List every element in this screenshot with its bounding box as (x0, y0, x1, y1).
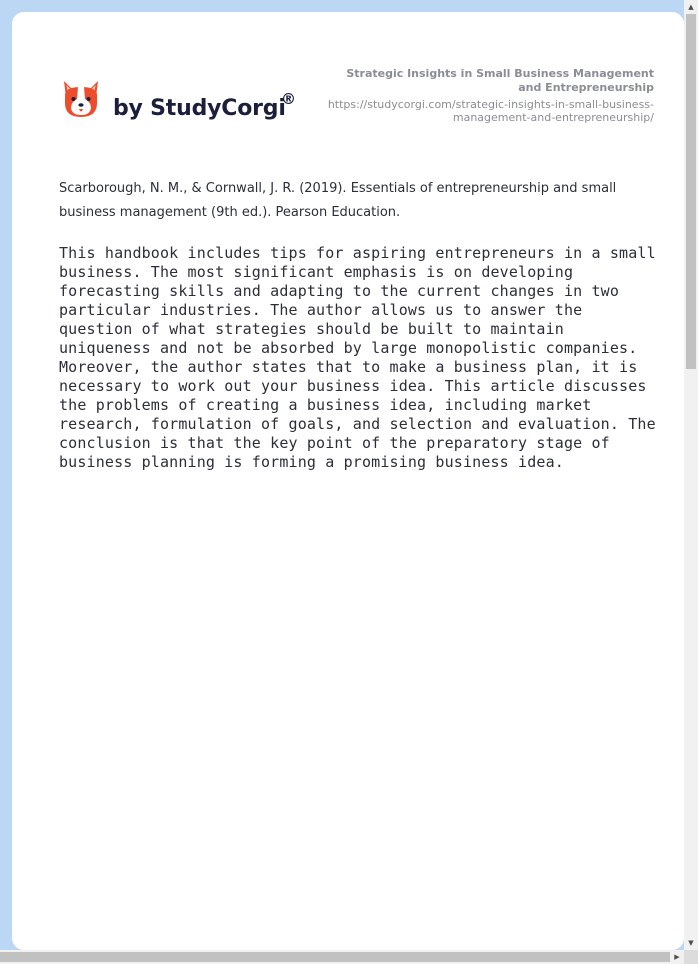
scroll-down-icon[interactable]: ▼ (688, 939, 694, 947)
annotation-summary: This handbook includes tips for aspiring entrepreneurs in a small business. The most significant emphasis is on developing forecasting skills and adapting to the current changes in two particular industries. The author allows us to answer the question of what strategies should be built to maintain uniqueness and not be absorbed by large monopolistic companies. Moreover, the author states that to make a business plan, it is necessary to work out your business idea. This article discusses the problems of creating a business idea, including market research, formulation of goals, and selection and evaluation. The conclusion is that the key point of the preparatory stage of business planning is forming a promising business idea. (59, 244, 656, 471)
corgi-logo-icon (60, 77, 102, 119)
reference-citation: Scarborough, N. M., & Cornwall, J. R. (2019). Essentials of entrepreneurship and small business management (9th ed.). Pearson Education. (59, 181, 617, 220)
vertical-scrollbar[interactable] (684, 0, 698, 950)
document-page (12, 12, 684, 950)
horizontal-scrollbar[interactable] (0, 950, 684, 964)
horizontal-scroll-thumb[interactable] (0, 952, 670, 962)
scrollbar-corner (684, 950, 698, 964)
logo-wordmark: by StudyCorgi (113, 96, 286, 121)
source-url[interactable]: https://studycorgi.com/strategic-insights-in-small-business-management-and-entrepreneurship/ (327, 98, 654, 124)
studycorgi-logo[interactable] (60, 77, 305, 137)
vertical-scroll-thumb[interactable] (686, 14, 696, 369)
scroll-up-icon[interactable]: ▲ (688, 3, 694, 11)
document-title: Strategic Insights in Small Business Management and Entrepreneurship (346, 67, 654, 94)
registered-mark: ® (281, 90, 296, 108)
scroll-right-icon[interactable]: ▶ (674, 953, 680, 961)
